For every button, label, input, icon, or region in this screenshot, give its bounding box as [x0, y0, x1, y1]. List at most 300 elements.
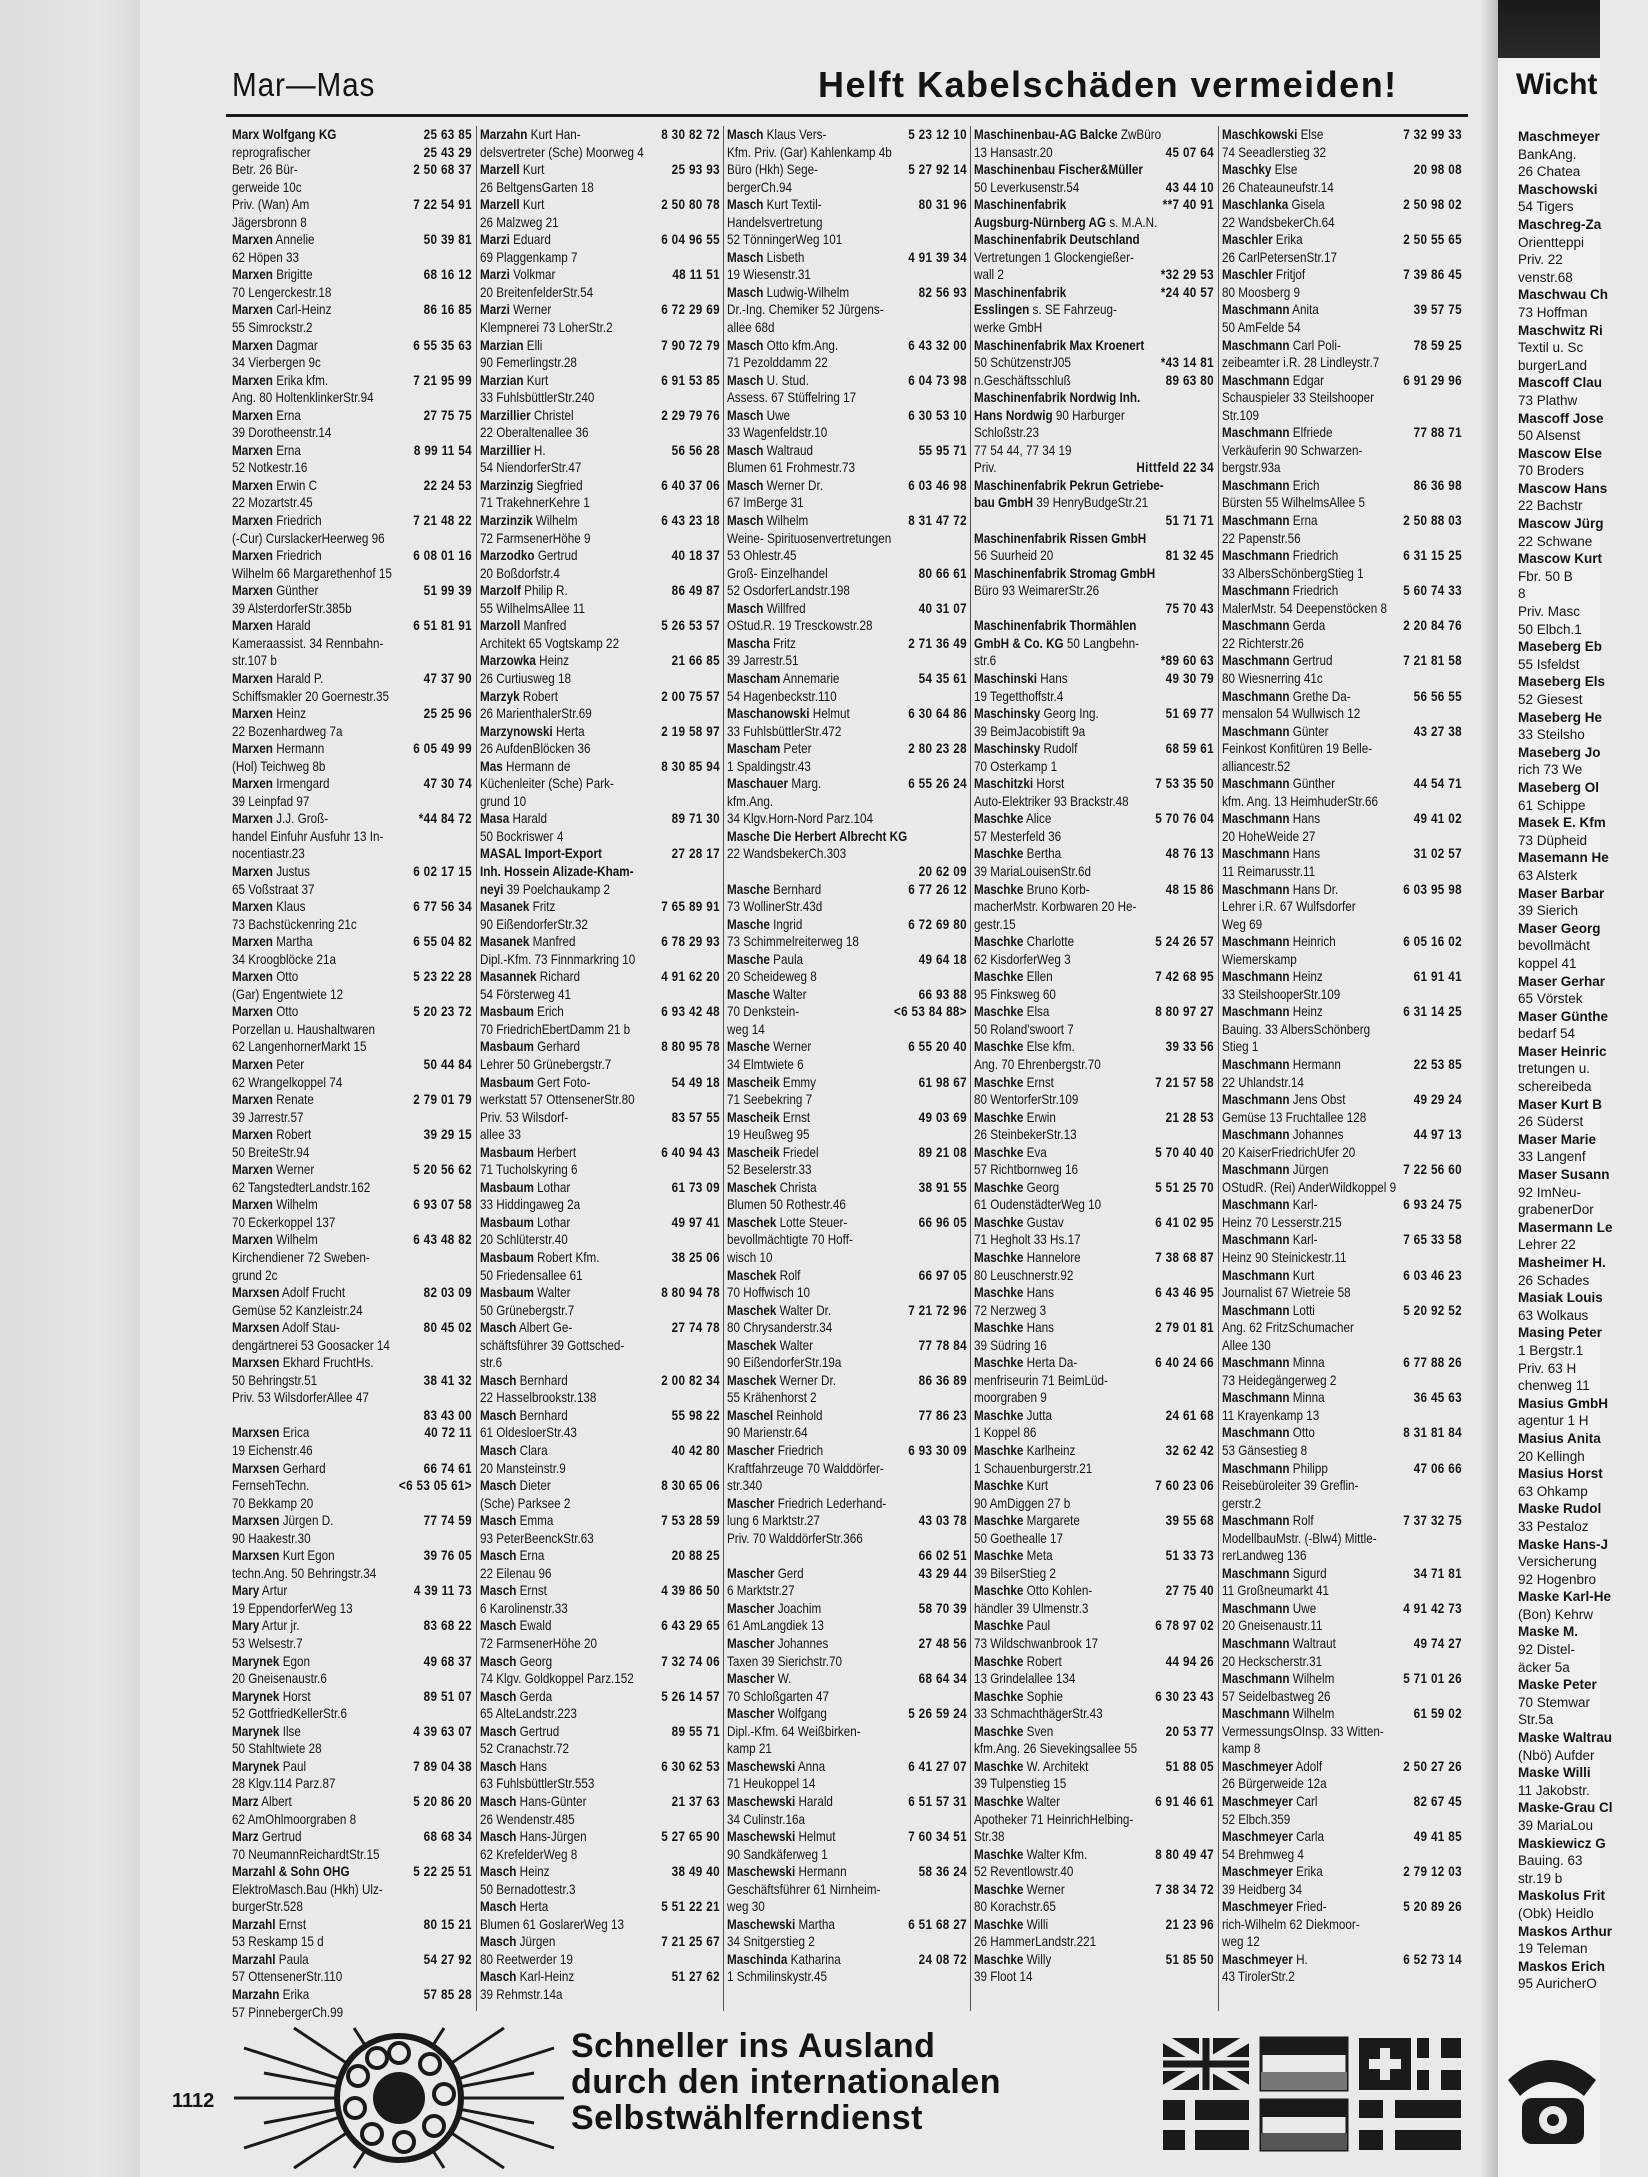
adjacent-listing-line: Masiak Louis — [1518, 1290, 1603, 1306]
listing-detail: Weg 69 — [1222, 916, 1263, 932]
adjacent-listing-line: Orientteppi — [1518, 234, 1585, 250]
ad-line: durch den internationalen — [571, 2063, 1001, 2101]
phone-number: 6 51 57 31 — [908, 1793, 967, 1809]
adjacent-listing-line: 26 Schades — [1518, 1272, 1590, 1288]
listing-line — [232, 863, 472, 881]
listing-detail: Harald P. — [272, 670, 324, 686]
adjacent-listing-line: 92 Distel- — [1518, 1642, 1576, 1658]
listing-name: Masch — [727, 407, 764, 423]
listing-name: Marzinzig — [480, 477, 534, 493]
listing-line — [480, 1653, 720, 1671]
listing-detail: 39 Dorotheenstr.14 — [232, 425, 332, 441]
listing-line — [232, 1003, 472, 1021]
adjacent-listing-line: chenweg 11 — [1518, 1378, 1590, 1394]
adjacent-listing-line: Maseberg He — [1518, 709, 1603, 725]
listing-detail: 26 Bürgerweide 12a — [1222, 1776, 1327, 1792]
listing-detail: Schiffsmakler 20 Goernestr.35 — [232, 688, 390, 704]
listing-detail: Walter — [776, 1337, 813, 1353]
listing-detail: techn.Ang. 50 Behringstr.34 — [232, 1565, 377, 1581]
listing-detail: Erika — [1292, 1864, 1323, 1880]
listing-line — [1222, 512, 1462, 530]
phone-number: 2 71 36 49 — [908, 635, 967, 651]
listing-name: Maschke — [974, 1513, 1024, 1529]
phone-number: 6 03 95 98 — [1403, 881, 1462, 897]
listing-line — [727, 810, 967, 828]
phone-number: 27 74 78 — [671, 1320, 720, 1336]
listing-name: Maschke — [974, 1916, 1024, 1932]
listing-line — [480, 845, 720, 863]
listing-line — [480, 407, 720, 425]
listing-detail: Erna — [1289, 513, 1318, 529]
listing-line — [1222, 1231, 1462, 1249]
listing-line — [974, 565, 1214, 583]
listing-detail: Carl — [1292, 1793, 1318, 1809]
listing-detail: Kurt — [523, 372, 549, 388]
listing-detail: 39 AlsterdorferStr.385b — [232, 600, 352, 616]
listing-line — [232, 1758, 472, 1776]
listing-name: Maschke — [974, 1285, 1024, 1301]
phone-number: 7 65 89 91 — [661, 899, 720, 915]
listing-detail: 34 Vierbergen 9c — [232, 355, 321, 371]
listing-line — [727, 670, 967, 688]
listing-line — [1222, 1740, 1462, 1758]
listing-detail: 22 Hasselbrookstr.138 — [480, 1390, 597, 1406]
listing-detail: Annelie — [272, 232, 315, 248]
listing-name: Marzi — [480, 232, 510, 248]
listing-line — [480, 810, 720, 828]
phone-number: 6 51 81 91 — [413, 618, 472, 634]
listing-detail: 22 Richterstr.26 — [1222, 635, 1304, 651]
phone-number: 56 56 55 — [1413, 688, 1462, 704]
listing-detail: 57 Mesterfeld 36 — [974, 828, 1062, 844]
listing-name: Inh. Hossein Alizade-Kham- — [480, 863, 634, 879]
listing-detail: 67 ImBerge 31 — [727, 495, 804, 511]
listing-line — [974, 916, 1214, 934]
listing-line — [232, 758, 472, 776]
listing-line — [974, 1319, 1214, 1337]
listing-line — [480, 565, 720, 583]
listing-detail: Ernst — [779, 1109, 811, 1125]
listing-line — [974, 354, 1214, 372]
listing-detail: Ewald — [516, 1618, 552, 1634]
listing-name: Maschmann — [1222, 1706, 1290, 1722]
listing-line — [974, 1740, 1214, 1758]
listing-detail: Kraftfahrzeuge 70 Walddörfer- — [727, 1460, 884, 1476]
listing-name: Mascham — [727, 670, 781, 686]
listing-detail: Harald — [509, 811, 547, 827]
listing-detail: 1 Schmilinskystr.45 — [727, 1969, 828, 1985]
listing-name: Maschmeyer — [1222, 1899, 1293, 1915]
listing-line — [727, 1688, 967, 1706]
listing-detail: 52 Notkestr.16 — [232, 460, 308, 476]
listing-name: Maschinsky — [974, 706, 1041, 722]
adjacent-listing-line: Maseberg Ol — [1518, 779, 1600, 795]
listing-line — [727, 1424, 967, 1442]
listing-detail: 69 Plaggenkamp 7 — [480, 249, 578, 265]
listing-name: Maschke — [974, 1074, 1024, 1090]
listing-name: Marynek — [232, 1758, 280, 1774]
listing-detail: 39 MariaLouisenStr.6d — [974, 863, 1091, 879]
adjacent-listing-line: 26 Chatea — [1518, 164, 1581, 180]
listing-detail: Hermann — [795, 1864, 847, 1880]
adjacent-listing-line: Maseberg Jo — [1518, 744, 1601, 760]
phone-number: 49 03 69 — [918, 1109, 967, 1125]
listing-detail: Friedrich — [272, 548, 322, 564]
listing-line — [232, 1670, 472, 1688]
listing-detail: Hans — [1023, 1320, 1054, 1336]
listing-detail: 90 EißendorferStr.32 — [480, 916, 588, 932]
phone-number: 6 43 29 65 — [661, 1618, 720, 1634]
listing-line — [727, 214, 967, 232]
country-flags-icon — [1161, 2034, 1461, 2154]
listing-line — [232, 1056, 472, 1074]
adjacent-listing-line: 54 Tigers — [1518, 199, 1574, 215]
listing-line — [974, 1179, 1214, 1197]
listing-detail: Karlheinz — [1023, 1443, 1076, 1459]
listing-name: Marxen — [232, 899, 273, 915]
listing-name: Marzahn — [232, 1986, 280, 2002]
listing-column-1 — [232, 126, 472, 2021]
listing-detail: 39 BilserStieg 2 — [974, 1565, 1056, 1581]
listing-line — [232, 933, 472, 951]
listing-detail: W. — [774, 1671, 792, 1687]
listing-detail: 28 Klgv.114 Parz.87 — [232, 1776, 336, 1792]
listing-detail: 77 54 44, 77 34 19 — [974, 442, 1072, 458]
listing-detail: 39 Südring 16 — [974, 1337, 1047, 1353]
listing-name: Marxen — [232, 741, 273, 757]
listing-line — [480, 1793, 720, 1811]
listing-line — [1222, 1916, 1462, 1934]
phone-number: 20 62 09 — [918, 863, 967, 879]
listing-detail: 55 Krähenhorst 2 — [727, 1390, 817, 1406]
listing-detail: burgerStr.528 — [232, 1899, 303, 1915]
listing-line — [480, 600, 720, 618]
listing-detail: Else kfm. — [1023, 1039, 1075, 1055]
listing-line — [1222, 1723, 1462, 1741]
page-corner — [1498, 0, 1600, 58]
listing-line — [727, 1846, 967, 1864]
listing-line — [232, 1407, 472, 1425]
listing-line — [727, 793, 967, 811]
phone-number: 58 36 24 — [918, 1864, 967, 1880]
listing-detail: Reisebüroleiter 39 Greflin- — [1222, 1478, 1359, 1494]
listing-line — [232, 1688, 472, 1706]
listing-detail: 70 Schloßgarten 47 — [727, 1688, 830, 1704]
listing-name: Marxsen — [232, 1548, 280, 1564]
listing-name: Maschke — [974, 1618, 1024, 1634]
phone-number: 6 05 49 99 — [413, 741, 472, 757]
phone-number: 34 71 81 — [1413, 1565, 1462, 1581]
listing-line — [1222, 494, 1462, 512]
listing-line — [232, 1846, 472, 1864]
column-divider — [970, 126, 971, 2011]
listing-detail: Gertrud — [1289, 653, 1333, 669]
listing-detail: 39 Jarrestr.51 — [727, 653, 799, 669]
listing-name: Marxsen — [232, 1355, 280, 1371]
listing-line — [727, 705, 967, 723]
listing-detail: 74 Seeadlerstieg 32 — [1222, 144, 1327, 160]
listing-line — [974, 1617, 1214, 1635]
phone-number: 7 90 72 79 — [661, 337, 720, 353]
listing-name: Masbaum — [480, 1144, 534, 1160]
listing-name: Marzoll — [480, 618, 521, 634]
listing-detail: 73 Schimmelreiterweg 18 — [727, 934, 859, 950]
listing-detail: 72 Nerzweg 3 — [974, 1302, 1047, 1318]
listing-detail: 26 Chateauneufstr.14 — [1222, 179, 1334, 195]
phone-number: 6 77 26 12 — [908, 881, 967, 897]
listing-line — [974, 810, 1214, 828]
phone-number: 66 02 51 — [918, 1548, 967, 1564]
listing-line — [727, 582, 967, 600]
listing-detail: 13 Grindelallee 134 — [974, 1671, 1076, 1687]
listing-line — [974, 1354, 1214, 1372]
listing-detail: Wilhelm — [272, 1197, 318, 1213]
listing-line — [1222, 1284, 1462, 1302]
listing-line — [480, 547, 720, 565]
listing-name: Masanek — [480, 899, 530, 915]
listing-line — [232, 688, 472, 706]
listing-detail: menfriseurin 71 BeimLüd- — [974, 1372, 1108, 1388]
listing-detail: 33 FuhlsbüttlerStr.240 — [480, 390, 595, 406]
phone-number: 6 93 30 09 — [908, 1443, 967, 1459]
listing-detail: Adolf — [1292, 1758, 1323, 1774]
listing-detail: 33 Wagenfeldstr.10 — [727, 425, 828, 441]
phone-number: 5 22 25 51 — [413, 1864, 472, 1880]
listing-name: Mas — [480, 758, 503, 774]
phone-number: 7 53 35 50 — [1155, 776, 1214, 792]
phone-number: 6 40 24 66 — [1155, 1355, 1214, 1371]
listing-line — [480, 740, 720, 758]
listing-name: Masch — [480, 1548, 517, 1564]
listing-detail: weg 30 — [727, 1899, 765, 1915]
listing-name: Maschmann — [1222, 688, 1290, 704]
listing-detail: 90 Marienstr.64 — [727, 1425, 808, 1441]
listing-detail: FernsehTechn. — [232, 1478, 310, 1494]
listing-name: Marxen — [232, 267, 273, 283]
listing-line — [974, 1828, 1214, 1846]
adjacent-listing-line: Masius GmbH — [1518, 1395, 1609, 1411]
listing-detail: reprografischer — [232, 144, 311, 160]
listing-detail: Bertha — [1023, 846, 1062, 862]
listing-line — [727, 1547, 967, 1565]
listing-detail: 20 HoheWeide 27 — [1222, 828, 1316, 844]
listing-detail: Ellen — [1023, 969, 1053, 985]
listing-line — [480, 1179, 720, 1197]
phone-number: 2 50 55 65 — [1403, 232, 1462, 248]
listing-detail: Klaus Vers- — [763, 127, 827, 142]
phone-number: 6 55 04 82 — [413, 934, 472, 950]
listing-line — [232, 144, 472, 162]
listing-line — [974, 512, 1214, 530]
listing-detail: Robert — [519, 688, 558, 704]
listing-name: Maschky — [1222, 162, 1272, 178]
listing-line — [1222, 1109, 1462, 1127]
listing-detail: Anna — [795, 1758, 826, 1774]
listing-detail: Ernst — [275, 1916, 307, 1932]
listing-detail: Erica — [279, 1425, 310, 1441]
listing-name: Masch — [480, 1513, 517, 1529]
listing-line — [974, 1495, 1214, 1513]
adjacent-listing-line: 63 Alsterk — [1518, 867, 1578, 883]
listing-name: Marxsen — [232, 1320, 280, 1336]
listing-detail: Herta — [516, 1899, 549, 1915]
listing-line — [232, 1214, 472, 1232]
listing-detail: Volkmar — [509, 267, 556, 283]
advertisement-text — [571, 2028, 1131, 2136]
listing-line — [974, 1933, 1214, 1951]
listing-name: Marxen — [232, 776, 273, 792]
listing-line — [974, 1196, 1214, 1214]
listing-detail: Günther — [272, 583, 319, 599]
adjacent-listing-line: Maschwau Ch — [1518, 287, 1609, 303]
listing-line — [232, 1775, 472, 1793]
phone-number: 22 24 53 — [423, 477, 472, 493]
listing-line — [480, 1670, 720, 1688]
listing-line — [232, 1933, 472, 1951]
listing-detail: 33 SteilshooperStr.109 — [1222, 986, 1341, 1002]
listing-detail: Kurt Textil- — [763, 197, 822, 213]
listing-detail: Stieg 1 — [1222, 1039, 1259, 1055]
listing-line — [974, 1565, 1214, 1583]
listing-detail: Minna — [1289, 1355, 1325, 1371]
listing-line — [480, 670, 720, 688]
phone-number: 56 56 28 — [671, 442, 720, 458]
phone-number: 38 41 32 — [423, 1372, 472, 1388]
listing-line — [232, 1460, 472, 1478]
listing-detail: 95 Finksweg 60 — [974, 986, 1056, 1002]
listing-detail: Paula — [275, 1951, 309, 1967]
listing-detail: 20 Mansteinstr.9 — [480, 1460, 566, 1476]
phone-number: 8 30 85 94 — [661, 758, 720, 774]
listing-name: Maschmann — [1222, 653, 1290, 669]
phone-number: 77 86 23 — [918, 1407, 967, 1423]
listing-detail: 39 Rehmstr.14a — [480, 1986, 563, 2002]
listing-line — [974, 1705, 1214, 1723]
phone-number: 6 55 35 63 — [413, 337, 472, 353]
listing-line — [1222, 126, 1462, 144]
listing-line — [727, 389, 967, 407]
listing-line — [1222, 740, 1462, 758]
listing-line — [480, 1003, 720, 1021]
listing-line — [727, 1460, 967, 1478]
listing-detail: 52 Beselerstr.33 — [727, 1162, 812, 1178]
listing-line — [1222, 530, 1462, 548]
listing-detail: 22 Mozartstr.45 — [232, 495, 313, 511]
listing-name: Maschke — [974, 1004, 1024, 1020]
listing-detail: Günter — [1289, 723, 1329, 739]
listing-line — [1222, 1635, 1462, 1653]
adjacent-listing-line: Maschmeyer — [1518, 129, 1600, 144]
listing-detail: 20 Scheideweg 8 — [727, 969, 817, 985]
listing-line — [1222, 1249, 1462, 1267]
listing-detail: Martha — [272, 934, 313, 950]
listing-name: Mascher — [727, 1636, 775, 1652]
phone-number: 47 06 66 — [1413, 1460, 1462, 1476]
listing-line — [1222, 407, 1462, 425]
phone-number: 77 78 84 — [918, 1337, 967, 1353]
listing-name: Masch — [480, 1723, 517, 1739]
listing-detail: 50 Bernadottestr.3 — [480, 1881, 576, 1897]
listing-line — [1222, 810, 1462, 828]
listing-line — [727, 775, 967, 793]
listing-detail: kfm.Ang. 26 Sievekingsallee 55 — [974, 1741, 1138, 1757]
phone-number: 68 59 61 — [1165, 741, 1214, 757]
listing-name: Marzillier — [480, 442, 531, 458]
listing-detail: Karl-Heinz — [516, 1969, 575, 1985]
listing-line — [974, 1951, 1214, 1969]
listing-detail: 61 OldesloerStr.43 — [480, 1425, 577, 1441]
phone-number: 44 54 71 — [1413, 776, 1462, 792]
listing-detail: Wilhelm — [272, 1232, 318, 1248]
phone-number: 49 97 41 — [671, 1214, 720, 1230]
listing-line — [480, 1705, 720, 1723]
adjacent-listing-line: Masius Anita — [1518, 1430, 1601, 1446]
phone-number: 86 36 98 — [1413, 477, 1462, 493]
listing-detail: 39 HenryBudgeStr.21 — [1033, 495, 1149, 511]
listing-name: Masch — [727, 513, 764, 529]
listing-line — [232, 1565, 472, 1583]
listing-detail: Ang. 80 HoltenklinkerStr.94 — [232, 390, 374, 406]
listing-detail: Blumen 61 Frohmestr.73 — [727, 460, 856, 476]
phone-number: 2 80 23 28 — [908, 741, 967, 757]
listing-detail: str.107 b — [232, 653, 277, 669]
listing-line — [974, 284, 1214, 302]
listing-detail: lung 6 Marktstr.27 — [727, 1513, 820, 1529]
listing-name: Masche Die Herbert Albrecht KG — [727, 828, 908, 844]
listing-detail: ZwBüro — [1117, 127, 1162, 142]
listing-detail: Gerda — [1289, 618, 1326, 634]
listing-name: Maschek — [727, 1372, 777, 1388]
listing-name: Mascheik — [727, 1109, 780, 1125]
listing-line — [727, 1793, 967, 1811]
listing-line — [727, 530, 967, 548]
listing-detail: 90 Femerlingstr.28 — [480, 355, 577, 371]
listing-detail: 57 PinnebergerCh.99 — [232, 2004, 344, 2020]
listing-name: Maschmann — [1222, 1056, 1290, 1072]
listing-line — [480, 775, 720, 793]
listing-line — [974, 1512, 1214, 1530]
listing-line — [480, 477, 720, 495]
listing-detail: 62 KrefelderWeg 8 — [480, 1846, 578, 1862]
listing-line — [232, 617, 472, 635]
listing-line — [480, 196, 720, 214]
phone-number: 7 22 54 91 — [413, 197, 472, 213]
listing-line — [480, 1495, 720, 1513]
phone-number: 6 04 96 55 — [661, 232, 720, 248]
phone-number: 6 91 29 96 — [1403, 372, 1462, 388]
listing-line — [480, 1740, 720, 1758]
listing-detail: Architekt 65 Vogtskamp 22 — [480, 635, 620, 651]
listing-line — [1222, 1898, 1462, 1916]
listing-detail: H. — [530, 442, 546, 458]
listing-line — [480, 231, 720, 249]
listing-line — [974, 1635, 1214, 1653]
phone-number: 39 76 05 — [423, 1548, 472, 1564]
phone-number: 6 91 46 61 — [1155, 1793, 1214, 1809]
adjacent-listing-line: 39 Sierich — [1518, 903, 1579, 919]
phone-number: 47 37 90 — [423, 670, 472, 686]
listing-line — [727, 1916, 967, 1934]
listing-detail: Str.109 — [1222, 407, 1260, 423]
listing-line — [480, 1460, 720, 1478]
listing-detail: Carla — [1292, 1829, 1325, 1845]
listing-detail: 73 Wildschwanbrook 17 — [974, 1636, 1099, 1652]
listing-name: Maschke — [974, 1653, 1024, 1669]
phone-number: 89 71 30 — [671, 811, 720, 827]
column-divider — [723, 126, 724, 2011]
listing-line — [232, 424, 472, 442]
listing-detail: 20 BreitenfelderStr.54 — [480, 284, 594, 300]
